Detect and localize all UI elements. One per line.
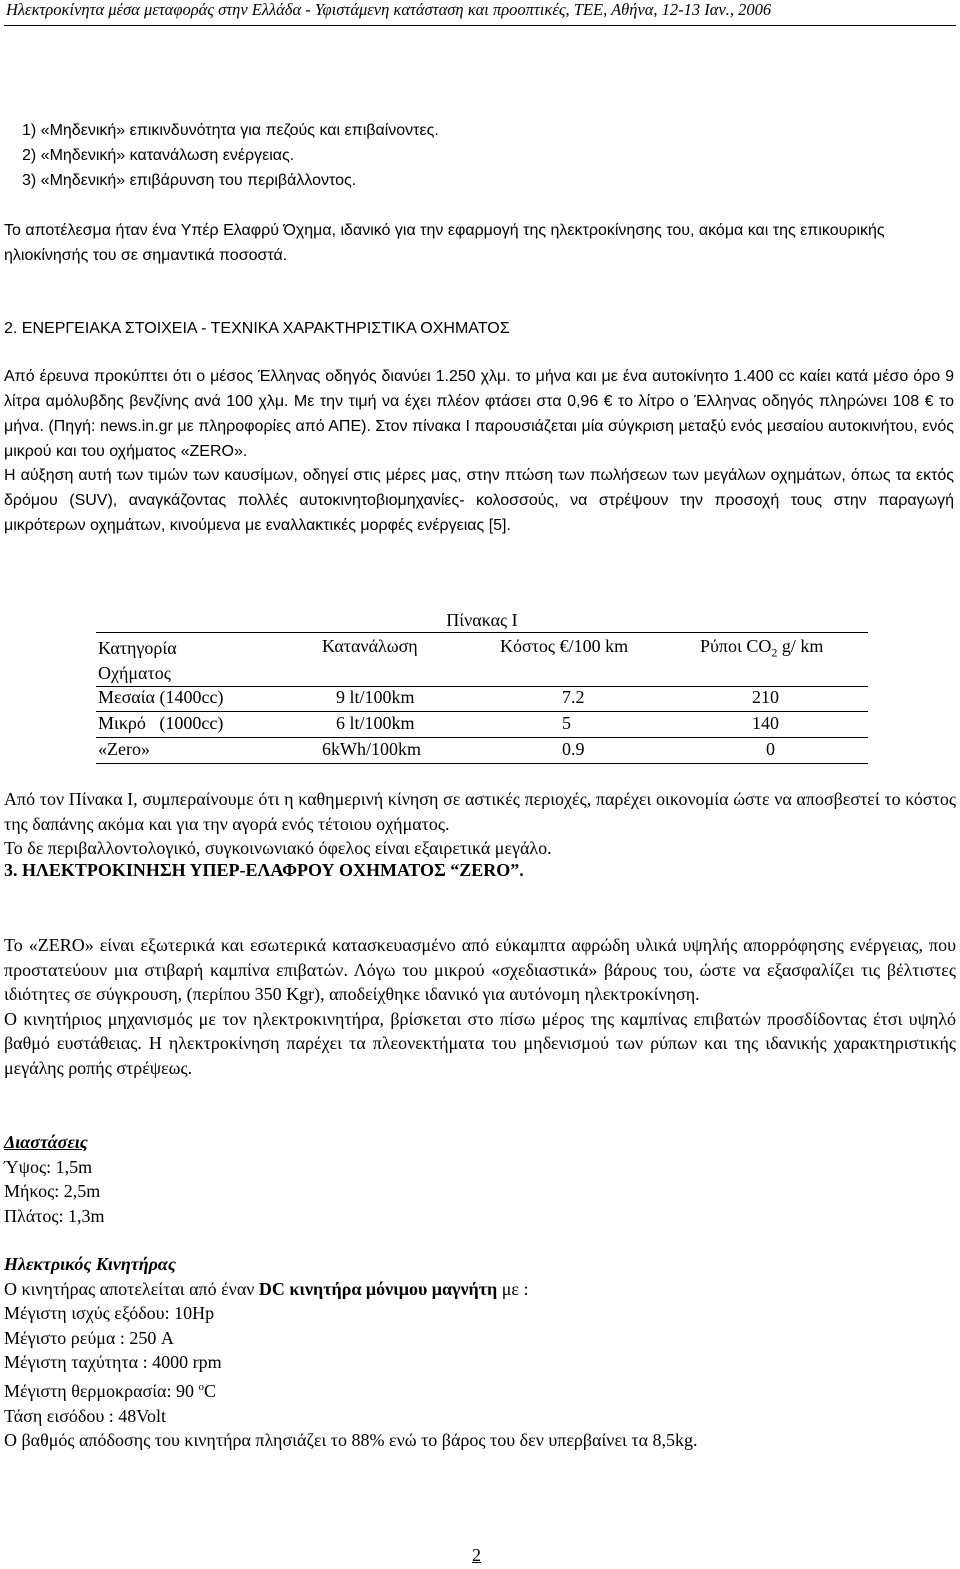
table-row — [96, 738, 868, 764]
motor-block — [4, 1252, 956, 1453]
section-2-paragraph-2: Η αύξηση αυτή των τιμών των καυσίμων, οδηγεί στις μέρες μας, στην πτώση των πωλήσεων των μεγάλων οχημάτων, όπως τα εκτός δρόμου (SUV), αναγκάζοντας πολλές αυτοκινητοβιομηχανίες- κολοσσούς, να στρέψουν την προσοχή τους στην παραγωγή μικρότερων οχημάτων, κινούμενα με εναλλακτικές μορφές ενέργειας [5]. — [4, 467, 954, 534]
cell-category: Μεσαία (1400cc) — [98, 687, 224, 707]
cell-consumption: 6 lt/100km — [336, 713, 415, 733]
header-cost: Κόστος €/100 km — [500, 636, 629, 656]
dimension-height: Ύψος: 1,5m — [4, 1156, 93, 1177]
section-2-paragraph-1: Από έρευνα προκύπτει ότι ο μέσος Έλληνας οδηγός διανύει 1.250 χλμ. το μήνα και με ένα αυτοκίνητο 1.400 cc καίει κατά μέσο όρο 9 λίτρα αμόλυβδης βενζίνης ανά 100 χλμ. Με την τιμή να έχει πλέον φτάσει στα 0,96 € το λίτρο ο Έλληνας οδηγός πληρώνει 108 € το μήνα. (Πηγή: news.in.gr με πληροφορίες από ΑΠΕ). Στον πίνακα Ι παρουσιάζεται μία σύγκριση μεταξύ ενός μεσαίου αυτοκινήτου, ενός μικρού και του οχήματος «ZERO». — [4, 368, 954, 460]
cell-pollutants: 140 — [752, 713, 779, 733]
section-3-body — [4, 933, 956, 1081]
dimensions-block — [4, 1130, 604, 1228]
section-3-paragraph-2: Ο κινητήριος μηχανισμός με τον ηλεκτροκινητήρα, βρίσκεται στο πίσω μέρος της καμπίνας επιβατών προσδίδοντας έτσι υψηλό βαθμό ευστάθειας. Η ηλεκτροκίνηση παρέχει τα πλεονεκτήματα του μηδενισμού των ρύπων και της ιδανικής χαρακτηριστικής μεγάλης ροπής στρέψεως. — [4, 1008, 956, 1078]
header-pollutants: Ρύποι $CO_2$ g/ km — [700, 636, 824, 660]
section-2-heading: 2. ΕΝΕΡΓΕΙΑΚΑ ΣΤΟΙΧΕΙΑ - ΤΕΧΝΙΚΑ ΧΑΡΑΚΤΗΡΙΣΤΙΚΑ ΟΧΗΜΑΤΟΣ — [4, 320, 510, 337]
table-row — [96, 686, 868, 712]
goal-item: 1) «Μηδενική» επικινδυνότητα για πεζούς και επιβαίνοντες. — [22, 122, 439, 139]
motor-max-current: Μέγιστο ρεύμα : 250 A — [4, 1327, 174, 1348]
table-row — [96, 712, 868, 738]
page-number: 2 — [472, 1545, 481, 1565]
conclusion — [4, 787, 956, 861]
table-header-row — [96, 634, 868, 687]
motor-max-temperature: Μέγιστη θερμοκρασία: 90 $^o$C — [4, 1380, 216, 1401]
motor-title: Ηλεκτρικός Κινητήρας — [4, 1254, 176, 1274]
motor-type: DC κινητήρα μόνιμου μαγνήτη — [258, 1278, 498, 1299]
header-category — [98, 636, 177, 686]
goal-item: 2) «Μηδενική» κατανάλωση ενέργειας. — [22, 147, 295, 164]
cell-pollutants: 210 — [752, 687, 779, 707]
table-caption: Πίνακας Ι — [446, 610, 518, 630]
dimensions-title: Διαστάσεις — [4, 1132, 88, 1152]
motor-max-power: Μέγιστη ισχύς εξόδου: 10Hp — [4, 1303, 215, 1324]
conclusion-paragraph-2: Το δε περιβαλλοντολογικό, συγκοινωνιακό όφελος είναι εξαιρετικά μεγάλο. — [4, 838, 552, 859]
motor-efficiency: Ο βαθμός απόδοσης του κινητήρα πλησιάζει το 88% ενώ το βάρος του δεν υπερβαίνει τα 8,5kg. — [4, 1430, 698, 1451]
conclusion-paragraph-1: Από τον Πίνακα Ι, συμπεραίνουμε ότι η καθημερινή κίνηση σε αστικές περιοχές, παρέχει οικονομία ώστε να αποσβεστεί το κόστος της δαπάνης ακόμα και για την αγορά ενός τέτοιου οχήματος. — [4, 789, 956, 834]
table-top-rule — [96, 632, 868, 633]
cell-consumption: 9 lt/100km — [336, 687, 415, 707]
header-category-line-1: Κατηγορία — [98, 638, 177, 658]
running-header: Ηλεκτροκίνητα μέσα μεταφοράς στην Ελλάδα - Υφιστάμενη κατάσταση και προοπτικές, ΤΕΕ, Αθήνα, 12-13 Ιαν., 2006 — [6, 0, 772, 19]
motor-max-speed: Μέγιστη ταχύτητα : 4000 rpm — [4, 1352, 222, 1373]
dimension-length: Μήκος: 2,5m — [4, 1181, 101, 1202]
cell-category: «Zero» — [98, 739, 150, 759]
cell-cost: 7.2 — [562, 687, 585, 707]
cell-cost: 5 — [562, 713, 571, 733]
header-rule — [4, 25, 956, 26]
dimension-width: Πλάτος: 1,3m — [4, 1205, 105, 1226]
cell-pollutants: 0 — [766, 739, 775, 759]
cell-cost: 0.9 — [562, 739, 585, 759]
cell-consumption: 6kWh/100km — [322, 739, 421, 759]
section-3-paragraph-1: Το «ZERO» είναι εξωτερικά και εσωτερικά κατασκευασμένο από εύκαμπτα αφρώδη υλικά υψηλής απορρόφησης ενέργειας, που προστατεύουν μια στιβαρή καμπίνα επιβατών. Λόγω του μικρού «σχεδιαστικά» βάρους του, ώστε να εξασφαλίζει τις βέλτιστες ιδιότητες σε σύγκρουση, (περίπου 350 Kgr), αποδείχθηκε ιδανικό για αυτόνομη ηλεκτροκίνηση. — [4, 935, 956, 1005]
goals-list — [22, 118, 942, 193]
cell-category: Μικρό (1000cc) — [98, 713, 224, 733]
goal-item: 3) «Μηδενική» επιβάρυνση του περιβάλλοντος. — [22, 172, 357, 189]
motor-input-voltage: Τάση εισόδου : 48Volt — [4, 1405, 166, 1426]
section-3-heading: 3. ΗΛΕΚΤΡΟΚΙΝΗΣΗ ΥΠΕΡ-ΕΛΑΦΡΟΥ ΟΧΗΜΑΤΟΣ “ZERO”. — [4, 860, 524, 880]
header-consumption: Κατανάλωση — [322, 636, 418, 656]
result-paragraph: Το αποτέλεσμα ήταν ένα Υπέρ Ελαφρύ Όχημα, ιδανικό για την εφαρμογή της ηλεκτροκίνησης του, ακόμα και της επικουρικής ηλιοκίνησής του σε σημαντικά ποσοστά. — [4, 222, 885, 264]
motor-intro: Ο κινητήρας αποτελείται από έναν DC κινητήρα μόνιμου μαγνήτη με : — [4, 1278, 529, 1299]
header-category-line-2: Οχήματος — [98, 663, 171, 683]
